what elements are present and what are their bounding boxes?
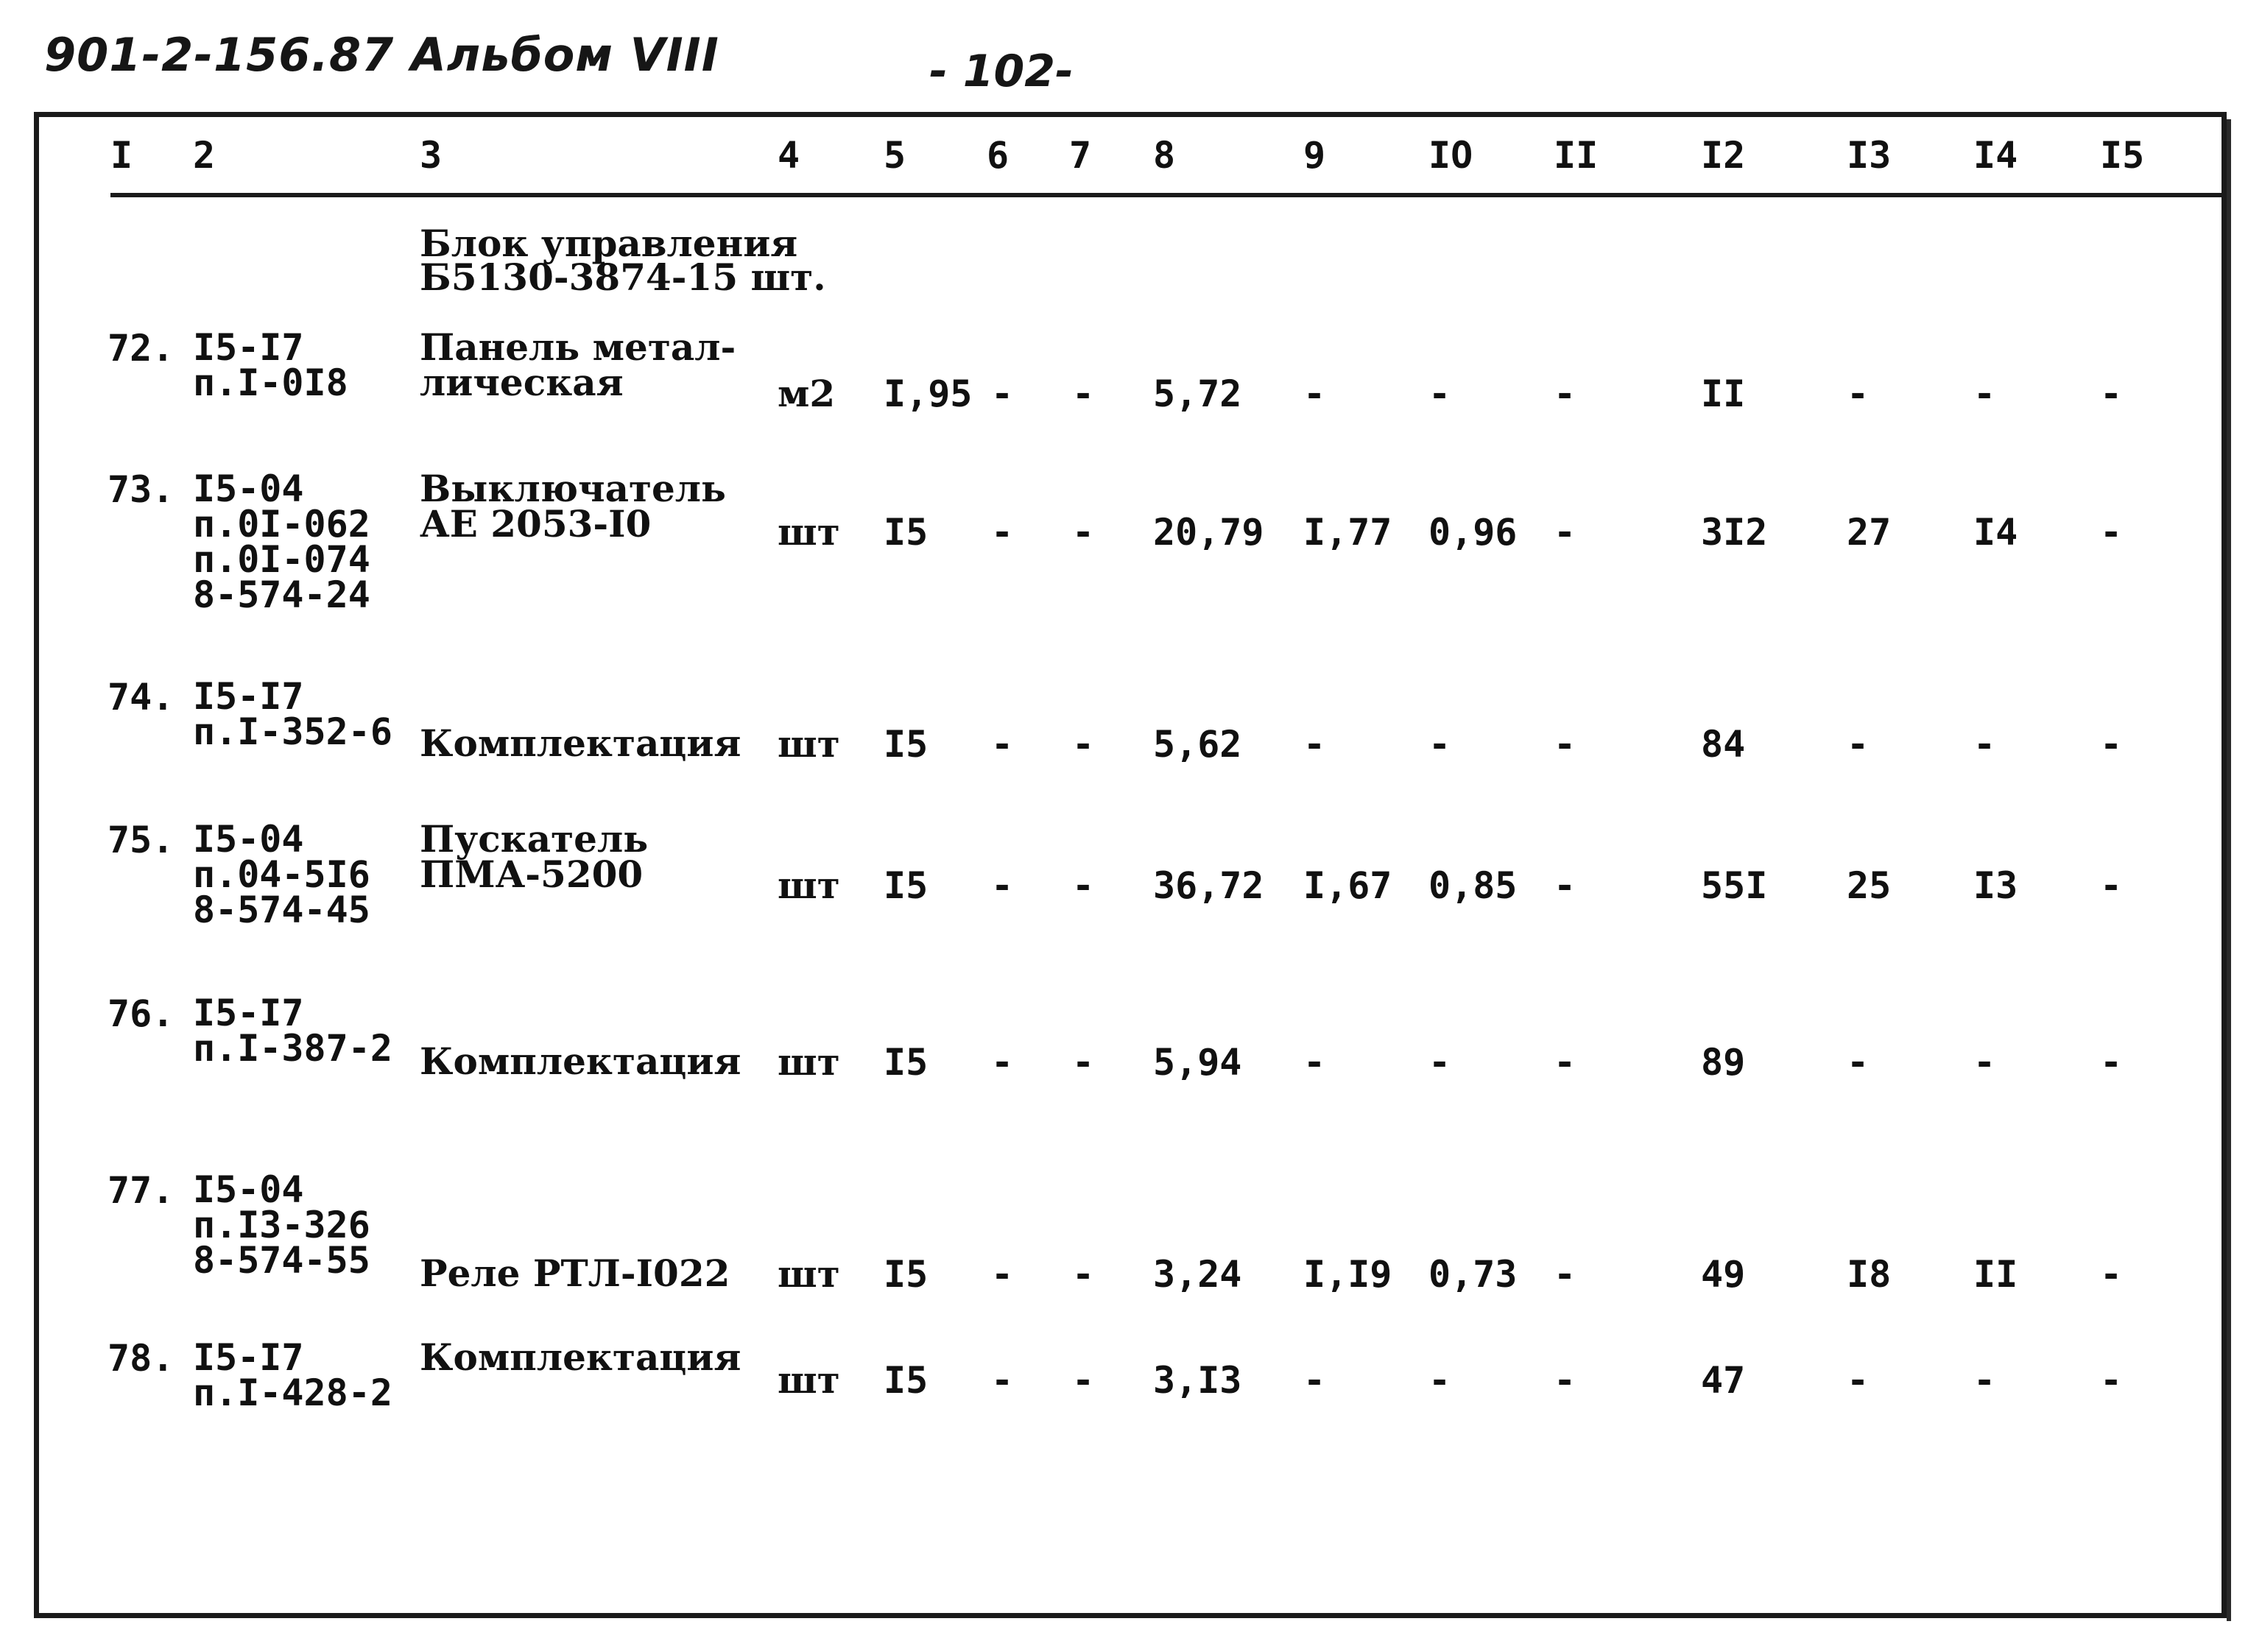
cell-c12: 3I2 <box>1701 511 1768 554</box>
cell-c6: - <box>991 373 1014 415</box>
cell-c14: II <box>1973 1253 2018 1296</box>
cell-c9: I,77 <box>1303 511 1392 554</box>
cell-c13: 27 <box>1847 511 1892 554</box>
cell-c8: 5,62 <box>1153 723 1242 766</box>
cell-unit: шт <box>778 1358 840 1402</box>
cell-no: 74. <box>108 676 175 719</box>
cell-name: Панель метал- лическая <box>420 325 736 404</box>
cell-no: 76. <box>108 992 175 1035</box>
cell-c5: I5 <box>884 864 929 907</box>
cell-c14: I3 <box>1973 864 2018 907</box>
cell-c12: 84 <box>1701 723 1746 766</box>
cell-c13: - <box>1847 373 1870 415</box>
cell-c13: I8 <box>1847 1253 1892 1296</box>
cell-c7: - <box>1072 1041 1095 1084</box>
cell-c11: - <box>1554 723 1576 766</box>
cell-c11: - <box>1554 373 1576 415</box>
document-code: 901-2-156.87 Альбом VIII <box>44 28 719 82</box>
header-col-7: 7 <box>1069 134 1092 177</box>
cell-ref: I5-I7 п.I-387-2 <box>193 992 392 1070</box>
cell-c7: - <box>1072 373 1095 415</box>
cell-c6: - <box>991 511 1014 554</box>
header-col-15: I5 <box>2100 134 2145 177</box>
cell-c5: I,95 <box>884 373 973 415</box>
cell-c13: - <box>1847 1359 1870 1402</box>
cell-c15: - <box>2100 1359 2123 1402</box>
cell-c9: - <box>1303 1041 1326 1084</box>
cell-c13: 25 <box>1847 864 1892 907</box>
cell-no: 78. <box>108 1337 175 1380</box>
cell-c8: 3,24 <box>1153 1253 1242 1296</box>
header-col-1: I <box>110 134 133 177</box>
cell-c12: 55I <box>1701 864 1768 907</box>
cell-c15: - <box>2100 373 2123 415</box>
cell-c8: 20,79 <box>1153 511 1264 554</box>
cell-c5: I5 <box>884 511 929 554</box>
cell-unit: шт <box>778 510 840 554</box>
cell-c10: 0,73 <box>1428 1253 1518 1296</box>
cell-c6: - <box>991 723 1014 766</box>
cell-c14: - <box>1973 723 1996 766</box>
page-number: - 102- <box>929 46 1074 97</box>
cell-c11: - <box>1554 1041 1576 1084</box>
cell-unit: шт <box>778 1252 840 1296</box>
cell-no: 73. <box>108 468 175 511</box>
header-col-13: I3 <box>1847 134 1892 177</box>
cell-c5: I5 <box>884 1041 929 1084</box>
cell-c9: - <box>1303 723 1326 766</box>
cell-c10: - <box>1428 1041 1451 1084</box>
cell-c6: - <box>991 1359 1014 1402</box>
cell-ref: I5-I7 п.I-428-2 <box>193 1336 392 1414</box>
cell-c15: - <box>2100 864 2123 907</box>
cell-c15: - <box>2100 1253 2123 1296</box>
cell-name: Комплектация <box>420 1039 741 1083</box>
header-col-12: I2 <box>1701 134 1746 177</box>
cell-c13: - <box>1847 723 1870 766</box>
cell-c15: - <box>2100 1041 2123 1084</box>
cell-c5: I5 <box>884 1359 929 1402</box>
header-rule <box>110 193 2222 197</box>
header-col-2: 2 <box>193 134 216 177</box>
cell-c15: - <box>2100 723 2123 766</box>
cell-c10: - <box>1428 723 1451 766</box>
cell-unit: шт <box>778 1040 840 1084</box>
cell-c7: - <box>1072 511 1095 554</box>
cell-c10: 0,96 <box>1428 511 1518 554</box>
cell-unit: м2 <box>778 372 836 415</box>
cell-unit: шт <box>778 722 840 766</box>
cell-c11: - <box>1554 511 1576 554</box>
cell-c13: - <box>1847 1041 1870 1084</box>
header-col-3: 3 <box>420 134 443 177</box>
cell-c9: I,I9 <box>1303 1253 1392 1296</box>
cell-c11: - <box>1554 1253 1576 1296</box>
header-col-4: 4 <box>778 134 800 177</box>
cell-c8: 36,72 <box>1153 864 1264 907</box>
cell-c6: - <box>991 864 1014 907</box>
cell-name: Комплектация <box>420 1335 741 1379</box>
section-title: Блок управления Б5130-3874-15 шт. <box>420 222 826 299</box>
cell-c7: - <box>1072 723 1095 766</box>
cell-c10: 0,85 <box>1428 864 1518 907</box>
cell-c8: 3,I3 <box>1153 1359 1242 1402</box>
header-col-10: IO <box>1428 134 1473 177</box>
cell-no: 72. <box>108 327 175 370</box>
cell-name: Пускатель ПМА-5200 <box>420 817 649 896</box>
cell-no: 77. <box>108 1169 175 1212</box>
header-col-5: 5 <box>884 134 906 177</box>
cell-c14: - <box>1973 1041 1996 1084</box>
cell-c7: - <box>1072 864 1095 907</box>
header-col-11: II <box>1554 134 1599 177</box>
cell-c14: I4 <box>1973 511 2018 554</box>
cell-no: 75. <box>108 819 175 861</box>
cell-c12: 89 <box>1701 1041 1746 1084</box>
cell-c10: - <box>1428 373 1451 415</box>
cell-c7: - <box>1072 1359 1095 1402</box>
cell-c12: 47 <box>1701 1359 1746 1402</box>
cell-unit: шт <box>778 864 840 907</box>
cell-c7: - <box>1072 1253 1095 1296</box>
cell-c5: I5 <box>884 723 929 766</box>
cell-c9: - <box>1303 1359 1326 1402</box>
cell-c15: - <box>2100 511 2123 554</box>
cell-c12: II <box>1701 373 1746 415</box>
cell-c8: 5,72 <box>1153 373 1242 415</box>
cell-c6: - <box>991 1041 1014 1084</box>
frame-edge <box>2227 119 2231 1621</box>
cell-c14: - <box>1973 373 1996 415</box>
cell-c11: - <box>1554 864 1576 907</box>
cell-ref: I5-I7 п.I-352-6 <box>193 675 392 753</box>
cell-c10: - <box>1428 1359 1451 1402</box>
cell-c11: - <box>1554 1359 1576 1402</box>
cell-c12: 49 <box>1701 1253 1746 1296</box>
header-col-6: 6 <box>987 134 1010 177</box>
cell-c9: - <box>1303 373 1326 415</box>
cell-ref: I5-04 п.04-5I6 8-574-45 <box>193 818 370 931</box>
cell-c14: - <box>1973 1359 1996 1402</box>
cell-name: Выключатель АЕ 2053-I0 <box>420 467 726 546</box>
cell-ref: I5-04 п.0I-062 п.0I-074 8-574-24 <box>193 467 370 616</box>
cell-c9: I,67 <box>1303 864 1392 907</box>
cell-c5: I5 <box>884 1253 929 1296</box>
header-col-8: 8 <box>1153 134 1176 177</box>
cell-ref: I5-I7 п.I-0I8 <box>193 326 348 404</box>
cell-c6: - <box>991 1253 1014 1296</box>
cell-c8: 5,94 <box>1153 1041 1242 1084</box>
cell-ref: I5-04 п.I3-326 8-574-55 <box>193 1168 370 1282</box>
header-col-14: I4 <box>1973 134 2018 177</box>
cell-name: Комплектация <box>420 721 741 765</box>
cell-name: Реле РТЛ-I022 <box>420 1252 730 1295</box>
header-col-9: 9 <box>1303 134 1326 177</box>
